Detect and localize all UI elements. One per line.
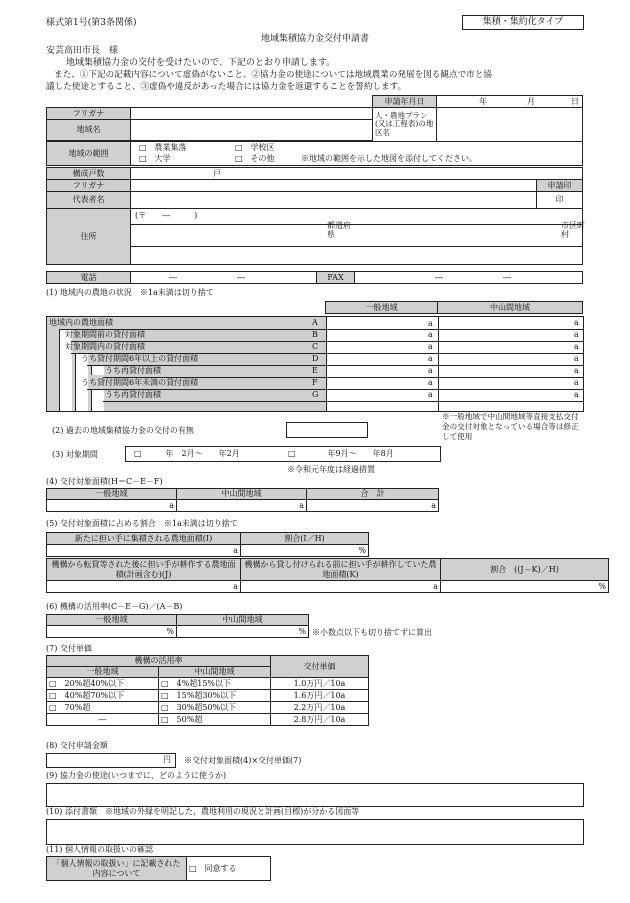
attachments-heading: (10) 添付書類 ※地域の外縁を明記した，農地利用の現況と計画(目標)が分かる図面等 [46, 807, 360, 816]
area-name-field[interactable] [131, 120, 373, 141]
seal-mark: 印 [537, 192, 583, 209]
ratio-col-k: 機構から貸し付けられる前に担い手が耕作していた農地面積(K) [241, 559, 441, 581]
plan-area-field[interactable] [437, 108, 583, 142]
farmland-col-general: 一般地域 [326, 302, 438, 314]
row-e-label: うち再貸付面積 [105, 366, 161, 375]
use-field[interactable] [46, 783, 584, 807]
rep-furigana-field[interactable] [131, 180, 537, 192]
rep-name-field[interactable] [131, 192, 537, 209]
intro-line-3: 議した使途とすること、③虚偽や違反があった場合には協力金を返還することを誓約します。 [46, 82, 407, 92]
price-4: 2.8万円／10a [271, 714, 369, 726]
past-grant-heading: (2) 過去の地域集積協力金の交付の有無 [52, 426, 194, 435]
price-general-1[interactable]: □ 20%超40%以下 [47, 678, 159, 690]
utilization-col-mountain: 中山間地域 [177, 615, 309, 626]
furigana-field[interactable] [131, 108, 373, 120]
ratio-heading: (5) 交付対象面積に占める割合 ※1a未満は切り捨て [46, 519, 238, 528]
farmland-col-mountain: 中山間地域 [438, 302, 583, 314]
price-mountain-3[interactable]: □ 30%超50%以下 [159, 702, 271, 714]
fax-label: FAX [317, 272, 355, 284]
representative-table [46, 167, 583, 265]
privacy-agree-checkbox[interactable]: □ 同意する [187, 857, 271, 881]
farmland-table: 地域内の農地面積 対象期間前の貸付面積 対象期間内の貸付面積 うち貸付期間6年以上の貸付面積 うち再貸付面積 うち貸付期間6年未満の貸付面積 うち再貸付面積 A B C D E F G a a a a a a a a a a a a a a [46, 316, 584, 412]
range-option-university[interactable]: □ 大学 [139, 154, 171, 163]
range-label: 地域の範囲 [47, 142, 131, 166]
privacy-label: 「個人情報の取扱い」に記載された内容について [47, 857, 187, 881]
utilization-general[interactable]: % [47, 626, 177, 638]
ratio-k-field[interactable]: a [241, 581, 441, 593]
row-d-label: うち貸付期間6年以上の貸付面積 [81, 354, 199, 363]
ratio-col-jkh: 割合 ((J－K)／H) [441, 559, 609, 581]
addressee: 安芸高田市長 様 [46, 46, 119, 56]
period-option-1[interactable]: □ 年 2月～ 年2月 [134, 449, 240, 458]
row-b-label: 対象期間前の貸付面積 [65, 330, 145, 339]
grant-area-col-total: 合 計 [307, 489, 439, 500]
price-3: 2.2万円／10a [271, 702, 369, 714]
ratio-table-1 [46, 532, 369, 557]
grant-area-table [46, 488, 439, 512]
price-general-2[interactable]: □ 40%超70%以下 [47, 690, 159, 702]
amount-heading: (8) 交付申請金額 [46, 741, 108, 750]
privacy-heading: (11) 個人情報の取扱いの確認 [46, 845, 153, 854]
grant-area-mountain[interactable]: a [177, 500, 307, 512]
households-field[interactable]: 戸 [131, 168, 583, 180]
row-f-label: うち貸付期間6年未満の貸付面積 [81, 378, 199, 387]
price-general-3[interactable]: □ 70%超 [47, 702, 159, 714]
intro-line-1: 地域集積協力金の交付を受けたいので、下記のとおり申請します。 [66, 58, 336, 68]
grant-area-heading: (4) 交付対象面積(H＝C－E－F) [46, 477, 163, 486]
utilization-heading: (6) 機構の活用率(C－E－G)／(A－B) [46, 602, 183, 611]
utilization-col-general: 一般地域 [47, 615, 177, 626]
farmland-note: ※一般地域で中山間地域等直接支払交付金の交付対象となっている場合等は修正して使用 [442, 412, 579, 441]
range-option-village[interactable]: □ 農業集落 [139, 143, 187, 152]
range-option-school[interactable]: □ 学校区 [235, 143, 275, 152]
row-g-label: うち再貸付面積 [105, 390, 161, 399]
ratio-i-field[interactable]: a [47, 545, 241, 557]
unit-price-col-mountain: 中山間地域 [159, 667, 271, 678]
use-heading: (9) 協力金の使途(いつまでに、どのように使うか) [46, 771, 227, 780]
grant-area-general[interactable]: a [47, 500, 177, 512]
utilization-mountain[interactable]: % [177, 626, 309, 638]
rep-furigana-label: フリガナ [47, 180, 131, 192]
fax-field[interactable]: ― ― [355, 272, 583, 284]
price-1: 1.0万円／10a [271, 678, 369, 690]
range-note: ※地域の範囲を示した地図を添付してください。 [301, 154, 477, 163]
rep-name-label: 代表者名 [47, 192, 131, 209]
area-range-table [46, 141, 583, 166]
row-a-label: 地域内の農地面積 [49, 318, 113, 327]
address-label: 住所 [47, 209, 131, 265]
period-field [125, 446, 441, 462]
period-option-2[interactable]: □ 年9月～ 年8月 [288, 449, 394, 458]
households-label: 構成戸数 [47, 168, 131, 180]
ratio-col-j: 機構から転貸等された後に担い手が耕作する農地面積(計画含む)(J) [47, 559, 241, 581]
unit-price-col-general: 一般地域 [47, 667, 159, 678]
ratio-col-ih: 割合(I／H) [241, 533, 369, 545]
city-label: 市区町村 [561, 221, 585, 240]
date-field[interactable]: 年 月 日 [437, 96, 583, 108]
grant-area-col-mountain: 中山間地域 [177, 489, 307, 500]
form-title: 地域集積協力金交付申請書 [260, 34, 369, 44]
type-badge: 集積・集約化タイプ [462, 15, 584, 30]
grant-area-total[interactable]: a [307, 500, 439, 512]
utilization-table [46, 614, 309, 638]
farmland-header [325, 301, 583, 314]
period-note: ※令和元年度は経過措置 [287, 465, 375, 474]
unit-price-table [46, 655, 369, 726]
grant-area-col-general: 一般地域 [47, 489, 177, 500]
intro-line-2: また、①下記の記載内容について虚偽がないこと、②協力金の使途については地域農業の発展を図る観点で市と協 [54, 70, 492, 80]
phone-field[interactable]: ― ― [131, 272, 317, 284]
price-mountain-1[interactable]: □ 4%超15%以下 [159, 678, 271, 690]
row-c-label: 対象期間内の貸付面積 [65, 342, 145, 351]
utilization-note: ※小数点以下も切り捨てずに算出 [312, 628, 432, 637]
privacy-table [46, 856, 271, 881]
area-name-label: 地域名 [47, 120, 131, 141]
ratio-col-i: 新たに担い手に集積される農地面積(I) [47, 533, 241, 545]
pref-label: 都道府県 [327, 221, 351, 240]
price-2: 1.6万円／10a [271, 690, 369, 702]
unit-price-col-price: 交付単価 [271, 656, 369, 678]
ratio-jkh-field[interactable]: % [441, 581, 609, 593]
phone-table [46, 271, 583, 284]
unit-price-heading: (7) 交付単価 [46, 644, 92, 653]
ratio-table-2 [46, 558, 609, 593]
range-option-other[interactable]: □ その他 [235, 154, 275, 163]
address-field[interactable]: (〒 ― ) 都道府県 市区町村 [131, 209, 583, 265]
price-general-4: ― [47, 714, 159, 726]
amount-note: ※交付対象面積(4)×交付単価(7) [184, 756, 302, 765]
applicant-info-table [46, 95, 583, 142]
ratio-j-field[interactable]: a [47, 581, 241, 593]
past-grant-field[interactable] [286, 422, 368, 438]
phone-label: 電話 [47, 272, 131, 284]
date-label: 申請年月日 [373, 96, 437, 108]
price-mountain-2[interactable]: □ 15%超30%以下 [159, 690, 271, 702]
plan-area-label: 人・農地プラン(又は工程表)の地区名 [373, 108, 437, 142]
price-mountain-4[interactable]: □ 50%超 [159, 714, 271, 726]
form-number: 様式第1号(第3条関係) [46, 18, 137, 28]
attachments-field[interactable] [46, 819, 584, 845]
period-heading: (3) 対象期間 [52, 450, 98, 459]
unit-price-group: 機構の活用率 [47, 656, 271, 667]
seal-label: 申請印 [537, 180, 583, 192]
amount-field[interactable]: 円 [46, 753, 176, 768]
farmland-heading: (1) 地域内の農地の状況 ※1a未満は切り捨て [46, 288, 214, 297]
ratio-ih-field[interactable]: % [241, 545, 369, 557]
furigana-label: フリガナ [47, 108, 131, 120]
